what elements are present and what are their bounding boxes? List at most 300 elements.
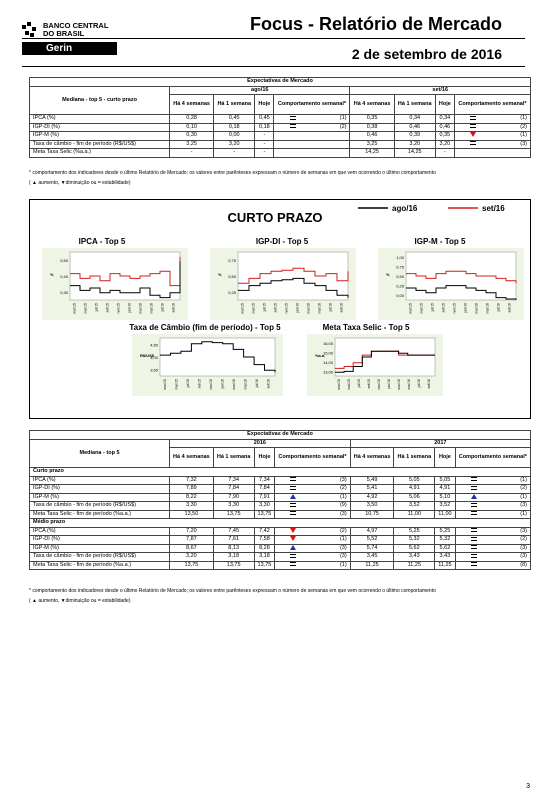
y-tick-label: 1,00 [396, 254, 404, 260]
x-tick-label: mai/16 [485, 303, 490, 314]
trend-cell [455, 476, 492, 485]
y-tick-label: 0,40 [60, 274, 68, 279]
page-number: 3 [526, 783, 530, 790]
table-row [30, 502, 531, 511]
decrease-icon [290, 528, 296, 533]
value-cell: 7,89 [170, 485, 214, 494]
row-label: Taxa de câmbio - fim de período (R$/US$) [30, 140, 170, 149]
weeks-cell: (3) [492, 553, 531, 562]
column-header: Há 1 semana [394, 95, 435, 115]
x-tick-label: mai/16 [317, 303, 322, 314]
row-label: IPCA (%) [30, 476, 170, 485]
stable-icon [290, 486, 296, 490]
column-header: Hoje [255, 95, 274, 115]
column-header: Há 4 semanas [350, 95, 394, 115]
y-tick-label: 3,50 [150, 367, 158, 373]
value-cell: 7,84 [213, 485, 254, 494]
x-tick-label: mar/15 [337, 379, 341, 390]
weeks-cell [491, 149, 530, 158]
value-cell: 0,35 [435, 132, 454, 141]
x-tick-label: jul/16 [417, 379, 421, 388]
stable-icon [290, 477, 296, 481]
value-cell: 0,34 [435, 115, 454, 124]
group-header: set/16 [350, 86, 531, 95]
value-cell: 11,25 [350, 561, 394, 570]
weeks-cell: (3) [311, 544, 350, 553]
column-header: Comportamento semanal* [275, 448, 350, 468]
weeks-cell: (3) [311, 476, 350, 485]
weeks-cell: (1) [491, 132, 530, 141]
y-tick-label: 0,30 [60, 290, 68, 295]
y-tick-label: 0,75 [396, 264, 404, 270]
column-header: Há 4 semanas [170, 448, 214, 468]
value-cell: 4,91 [394, 485, 435, 494]
increase-icon [290, 545, 296, 550]
x-tick-label: jan/16 [127, 303, 132, 313]
plot-area [160, 338, 275, 376]
trend-cell [275, 536, 312, 545]
value-cell: 13,50 [170, 510, 214, 519]
value-cell: 13,75 [213, 510, 254, 519]
value-cell: 11,25 [435, 561, 455, 570]
weeks-cell: (1) [491, 115, 530, 124]
x-tick-label: jul/15 [262, 303, 267, 312]
value-cell: 14,25 [350, 149, 394, 158]
x-tick-label: mar/16 [474, 303, 479, 314]
value-cell: 3,20 [435, 140, 454, 149]
stable-icon [290, 124, 296, 128]
weeks-cell: (3) [311, 510, 350, 519]
value-cell: 0,39 [394, 132, 435, 141]
weeks-cell: (2) [311, 123, 350, 132]
column-header: Há 1 semana [394, 448, 435, 468]
value-cell: 7,87 [170, 536, 214, 545]
x-tick-label: set/16 [339, 303, 344, 313]
y-axis-label: R$/US$ [140, 353, 155, 358]
weeks-cell: (1) [311, 493, 350, 502]
x-tick-label: nov/15 [208, 379, 213, 390]
table2-legend: ( ▲ aumento, ▼diminuição ou = estabilidade) [29, 598, 131, 604]
value-cell: 5,06 [394, 493, 435, 502]
value-cell: 3,20 [394, 140, 435, 149]
stable-icon [471, 554, 477, 558]
row-label: Meta Taxa Selic - fim de período (%a.a.) [30, 510, 170, 519]
logo-line1: BANCO CENTRAL [43, 21, 109, 30]
value-cell: 0,18 [214, 123, 255, 132]
table-row [30, 149, 531, 158]
row-label: Taxa de câmbio - fim de período (R$/US$) [30, 502, 170, 511]
group-header: 2016 [170, 439, 351, 448]
x-tick-label: jul/15 [94, 303, 99, 312]
value-cell: 3,52 [435, 502, 455, 511]
y-tick-label: 0,75 [228, 258, 236, 263]
trend-cell [275, 553, 312, 562]
plot-area [335, 338, 435, 376]
value-cell: 3,18 [254, 553, 275, 562]
increase-icon [290, 494, 296, 499]
weeks-cell: (3) [311, 553, 350, 562]
stable-icon [471, 545, 477, 549]
x-tick-label: mar/16 [397, 379, 401, 390]
x-tick-label: jan/16 [295, 303, 300, 313]
y-tick-label: 0,50 [60, 258, 68, 263]
x-tick-label: set/15 [367, 379, 371, 389]
x-tick-label: mar/16 [231, 379, 236, 390]
panel-title: Meta Taxa Selic - Top 5 [322, 323, 410, 332]
stable-icon [471, 477, 477, 481]
table-row [30, 527, 531, 536]
table-row [30, 115, 531, 124]
short-term-charts-panel [29, 199, 531, 419]
y-axis-label: % [50, 272, 54, 277]
column-header: Há 4 semanas [170, 95, 214, 115]
trend-cell [454, 132, 491, 141]
value-cell: - [255, 149, 274, 158]
x-tick-label: mar/15 [72, 303, 77, 314]
value-cell: 3,20 [170, 553, 214, 562]
weeks-cell: (3) [492, 502, 531, 511]
panel-title: IGP-M - Top 5 [414, 237, 466, 246]
value-cell: 7,91 [254, 493, 275, 502]
trend-cell [275, 476, 312, 485]
row-label: IGP-M (%) [30, 493, 170, 502]
panel-title: IGP-DI - Top 5 [255, 237, 309, 246]
table-row [30, 132, 531, 141]
table-row [30, 140, 531, 149]
value-cell: 0,28 [170, 115, 214, 124]
row-label: IPCA (%) [30, 527, 170, 536]
value-cell: 3,52 [394, 502, 435, 511]
value-cell: 7,34 [213, 476, 254, 485]
row-header: Mediana - top 5 - curto prazo [30, 86, 170, 115]
x-tick-label: set/15 [105, 303, 110, 313]
value-cell: 3,30 [213, 502, 254, 511]
row-label: Taxa de câmbio - fim de período (R$/US$) [30, 553, 170, 562]
section-label: Médio prazo [30, 519, 531, 528]
weeks-cell: (2) [492, 485, 531, 494]
table-row [30, 561, 531, 570]
value-cell: 7,58 [254, 536, 275, 545]
value-cell: 3,50 [350, 502, 394, 511]
x-tick-label: mar/15 [408, 303, 413, 314]
legend-label-set: set/16 [482, 204, 505, 213]
trend-cell [455, 510, 492, 519]
value-cell: 0,46 [435, 123, 454, 132]
value-cell: 7,61 [213, 536, 254, 545]
value-cell: - [435, 149, 454, 158]
stable-icon [471, 537, 477, 541]
table2-footnote: * comportamento dos indicadores desde o último Relatório de Mercado; os valores entre parênteses expressam o número de semanas em que vem ocorrendo o último comportamento [29, 588, 436, 594]
trend-cell [274, 115, 311, 124]
decrease-icon [470, 132, 476, 137]
value-cell: 13,75 [213, 561, 254, 570]
value-cell: 5,25 [394, 527, 435, 536]
x-tick-label: jul/15 [430, 303, 435, 312]
value-cell: 10,75 [350, 510, 394, 519]
x-tick-label: mai/15 [174, 379, 179, 390]
x-tick-label: jan/16 [220, 379, 225, 389]
stable-icon [471, 511, 477, 515]
value-cell: 3,45 [350, 553, 394, 562]
date-divider [22, 66, 525, 67]
bcb-logo [22, 22, 132, 56]
column-header: Comportamento semanal* [454, 95, 530, 115]
value-cell: 0,35 [350, 115, 394, 124]
short-term-charts [30, 200, 530, 418]
x-tick-label: mai/16 [149, 303, 154, 314]
value-cell: 13,75 [254, 510, 275, 519]
weeks-cell [311, 140, 350, 149]
x-tick-label: nov/15 [452, 303, 457, 314]
value-cell: 13,75 [170, 561, 214, 570]
value-cell: 0,45 [214, 115, 255, 124]
value-cell: 3,25 [170, 140, 214, 149]
trend-cell [275, 485, 312, 494]
title-divider [22, 38, 525, 39]
column-header: Há 4 semanas [350, 448, 394, 468]
weeks-cell [311, 132, 350, 141]
x-tick-label: set/16 [507, 303, 512, 313]
x-tick-label: jul/15 [357, 379, 361, 388]
weeks-cell: (2) [492, 536, 531, 545]
table-row [30, 553, 531, 562]
column-header: Comportamento semanal* [274, 95, 350, 115]
value-cell: - [255, 140, 274, 149]
column-header: Há 1 semana [214, 95, 255, 115]
decrease-icon [290, 536, 296, 541]
table-row [30, 544, 531, 553]
row-label: Meta Taxa Selic - fim de período (%a.a.) [30, 561, 170, 570]
value-cell: 5,74 [350, 544, 394, 553]
gerin-badge: Gerin [22, 42, 117, 55]
weeks-cell: (1) [492, 476, 531, 485]
stable-icon [290, 503, 296, 507]
table-row [30, 485, 531, 494]
table1-footnote: * comportamento dos indicadores desde o último Relatório de Mercado; os valores entre parênteses expressam o número de semanas em que vem ocorrendo o último comportamento [29, 170, 436, 176]
value-cell: 0,10 [170, 123, 214, 132]
table-row [30, 536, 531, 545]
x-tick-label: mai/16 [407, 379, 411, 390]
trend-cell [275, 527, 312, 536]
trend-cell [454, 149, 491, 158]
value-cell: 5,25 [435, 527, 455, 536]
weeks-cell: (9) [311, 502, 350, 511]
value-cell: 14,25 [394, 149, 435, 158]
row-label: IGP-DI (%) [30, 485, 170, 494]
y-tick-label: 15,00 [322, 350, 333, 356]
row-label: Meta Taxa Selic (%a.a.) [30, 149, 170, 158]
table-row [30, 476, 531, 485]
stable-icon [471, 562, 477, 566]
value-cell: 5,10 [435, 493, 455, 502]
y-axis-label: % [218, 272, 222, 277]
column-header: Hoje [435, 448, 455, 468]
logo-line2: DO BRASIL [43, 29, 85, 38]
value-cell: - [214, 149, 255, 158]
table-row [30, 123, 531, 132]
value-cell: 7,90 [213, 493, 254, 502]
value-cell: 0,18 [255, 123, 274, 132]
trend-cell [455, 553, 492, 562]
value-cell: 0,00 [214, 132, 255, 141]
value-cell: 11,00 [394, 510, 435, 519]
y-tick-label: 0,50 [228, 274, 236, 279]
row-label: IGP-DI (%) [30, 123, 170, 132]
value-cell: 7,42 [254, 527, 275, 536]
x-tick-label: nov/15 [284, 303, 289, 314]
y-tick-label: 4,00 [150, 355, 158, 360]
x-tick-label: mai/15 [347, 379, 351, 390]
value-cell: 3,25 [350, 140, 394, 149]
column-header: Hoje [435, 95, 454, 115]
stable-icon [471, 528, 477, 532]
x-tick-label: set/15 [441, 303, 446, 313]
x-tick-label: set/16 [171, 303, 176, 313]
charts-title: CURTO PRAZO [227, 210, 323, 225]
stable-icon [471, 503, 477, 507]
value-cell: 5,62 [435, 544, 455, 553]
trend-cell [455, 485, 492, 494]
value-cell: 0,30 [170, 132, 214, 141]
x-tick-label: jul/16 [496, 303, 501, 312]
weeks-cell: (1) [311, 561, 350, 570]
x-tick-label: jan/16 [463, 303, 468, 313]
x-tick-label: mai/15 [83, 303, 88, 314]
x-tick-label: mar/16 [306, 303, 311, 314]
x-tick-label: mar/16 [138, 303, 143, 314]
value-cell: 5,32 [435, 536, 455, 545]
value-cell: 5,49 [350, 476, 394, 485]
legend-label-ago: ago/16 [392, 204, 418, 213]
report-date: 2 de setembro de 2016 [351, 46, 502, 62]
value-cell: 8,22 [170, 493, 214, 502]
x-tick-label: nov/15 [377, 379, 381, 390]
y-axis-label: % [386, 272, 390, 277]
value-cell: 13,75 [254, 561, 275, 570]
increase-icon [471, 494, 477, 499]
weeks-cell: (3) [492, 544, 531, 553]
trend-cell [275, 544, 312, 553]
weeks-cell: (2) [311, 485, 350, 494]
value-cell: 8,13 [213, 544, 254, 553]
y-tick-label: 16,00 [322, 340, 333, 346]
stable-icon [470, 124, 476, 128]
value-cell: 5,32 [394, 536, 435, 545]
y-tick-label: 0,25 [228, 290, 236, 295]
trend-cell [274, 140, 311, 149]
value-cell: 7,84 [254, 485, 275, 494]
value-cell: 3,20 [214, 140, 255, 149]
value-cell: 11,25 [394, 561, 435, 570]
table-row [30, 510, 531, 519]
weeks-cell: (3) [492, 527, 531, 536]
column-header: Hoje [254, 448, 275, 468]
trend-cell [455, 536, 492, 545]
trend-cell [275, 561, 312, 570]
value-cell: 0,34 [394, 115, 435, 124]
value-cell: 3,30 [254, 502, 275, 511]
value-cell: 11,00 [435, 510, 455, 519]
value-cell: 7,34 [254, 476, 275, 485]
value-cell: 3,43 [435, 553, 455, 562]
x-tick-label: mar/15 [162, 379, 167, 390]
value-cell: 5,05 [435, 476, 455, 485]
value-cell: 7,32 [170, 476, 214, 485]
trend-cell [275, 510, 312, 519]
x-tick-label: mar/15 [240, 303, 245, 314]
trend-cell [274, 132, 311, 141]
group-header: ago/16 [170, 86, 350, 95]
value-cell: - [255, 132, 274, 141]
y-tick-label: 4,50 [150, 342, 158, 348]
expectations-table-annual [29, 430, 531, 570]
value-cell: 0,46 [350, 132, 394, 141]
group-header: 2017 [350, 439, 530, 448]
weeks-cell: (1) [311, 115, 350, 124]
value-cell: 4,97 [350, 527, 394, 536]
row-header: Mediana - top 5 [30, 439, 170, 468]
x-tick-label: mai/16 [243, 379, 248, 390]
value-cell: 5,62 [394, 544, 435, 553]
x-tick-label: jul/15 [185, 379, 190, 388]
stable-icon [290, 116, 296, 120]
x-tick-label: mai/15 [419, 303, 424, 314]
x-tick-label: nov/15 [116, 303, 121, 314]
y-tick-label: 0,00 [396, 293, 404, 299]
x-tick-label: set/16 [427, 379, 431, 389]
y-tick-label: 14,00 [322, 359, 333, 365]
weeks-cell: (3) [491, 140, 530, 149]
value-cell: 3,30 [170, 502, 214, 511]
weeks-cell: (1) [492, 510, 531, 519]
page-title: Focus - Relatório de Mercado [249, 14, 502, 34]
trend-cell [275, 493, 312, 502]
trend-cell [454, 123, 491, 132]
column-header: Comportamento semanal* [455, 448, 530, 468]
y-tick-label: 13,00 [322, 369, 333, 375]
y-tick-label: 0,25 [396, 283, 404, 289]
stable-icon [290, 554, 296, 558]
trend-cell [274, 149, 311, 158]
stable-icon [290, 511, 296, 515]
plot-area [238, 252, 348, 300]
value-cell: 7,45 [213, 527, 254, 536]
y-axis-label: %a.a. [315, 353, 326, 358]
weeks-cell [311, 149, 350, 158]
row-label: IGP-M (%) [30, 544, 170, 553]
x-tick-label: jul/16 [160, 303, 165, 312]
value-cell: 0,38 [350, 123, 394, 132]
value-cell: 4,91 [435, 485, 455, 494]
section-label: Curto prazo [30, 468, 531, 477]
value-cell: 8,28 [254, 544, 275, 553]
value-cell: 5,05 [394, 476, 435, 485]
trend-cell [274, 123, 311, 132]
x-tick-label: set/15 [273, 303, 278, 313]
row-label: IGP-M (%) [30, 132, 170, 141]
value-cell: 3,18 [213, 553, 254, 562]
x-tick-label: jan/16 [387, 379, 391, 389]
value-cell: 5,41 [350, 485, 394, 494]
value-cell: - [170, 149, 214, 158]
table1-legend: ( ▲ aumento, ▼diminuição ou = estabilidade) [29, 180, 131, 186]
trend-cell [455, 544, 492, 553]
trend-cell [454, 115, 491, 124]
table-title: Expectativas de Mercado [30, 431, 531, 440]
panel-title: IPCA - Top 5 [78, 237, 126, 246]
row-label: IGP-DI (%) [30, 536, 170, 545]
x-tick-label: set/15 [197, 379, 202, 389]
